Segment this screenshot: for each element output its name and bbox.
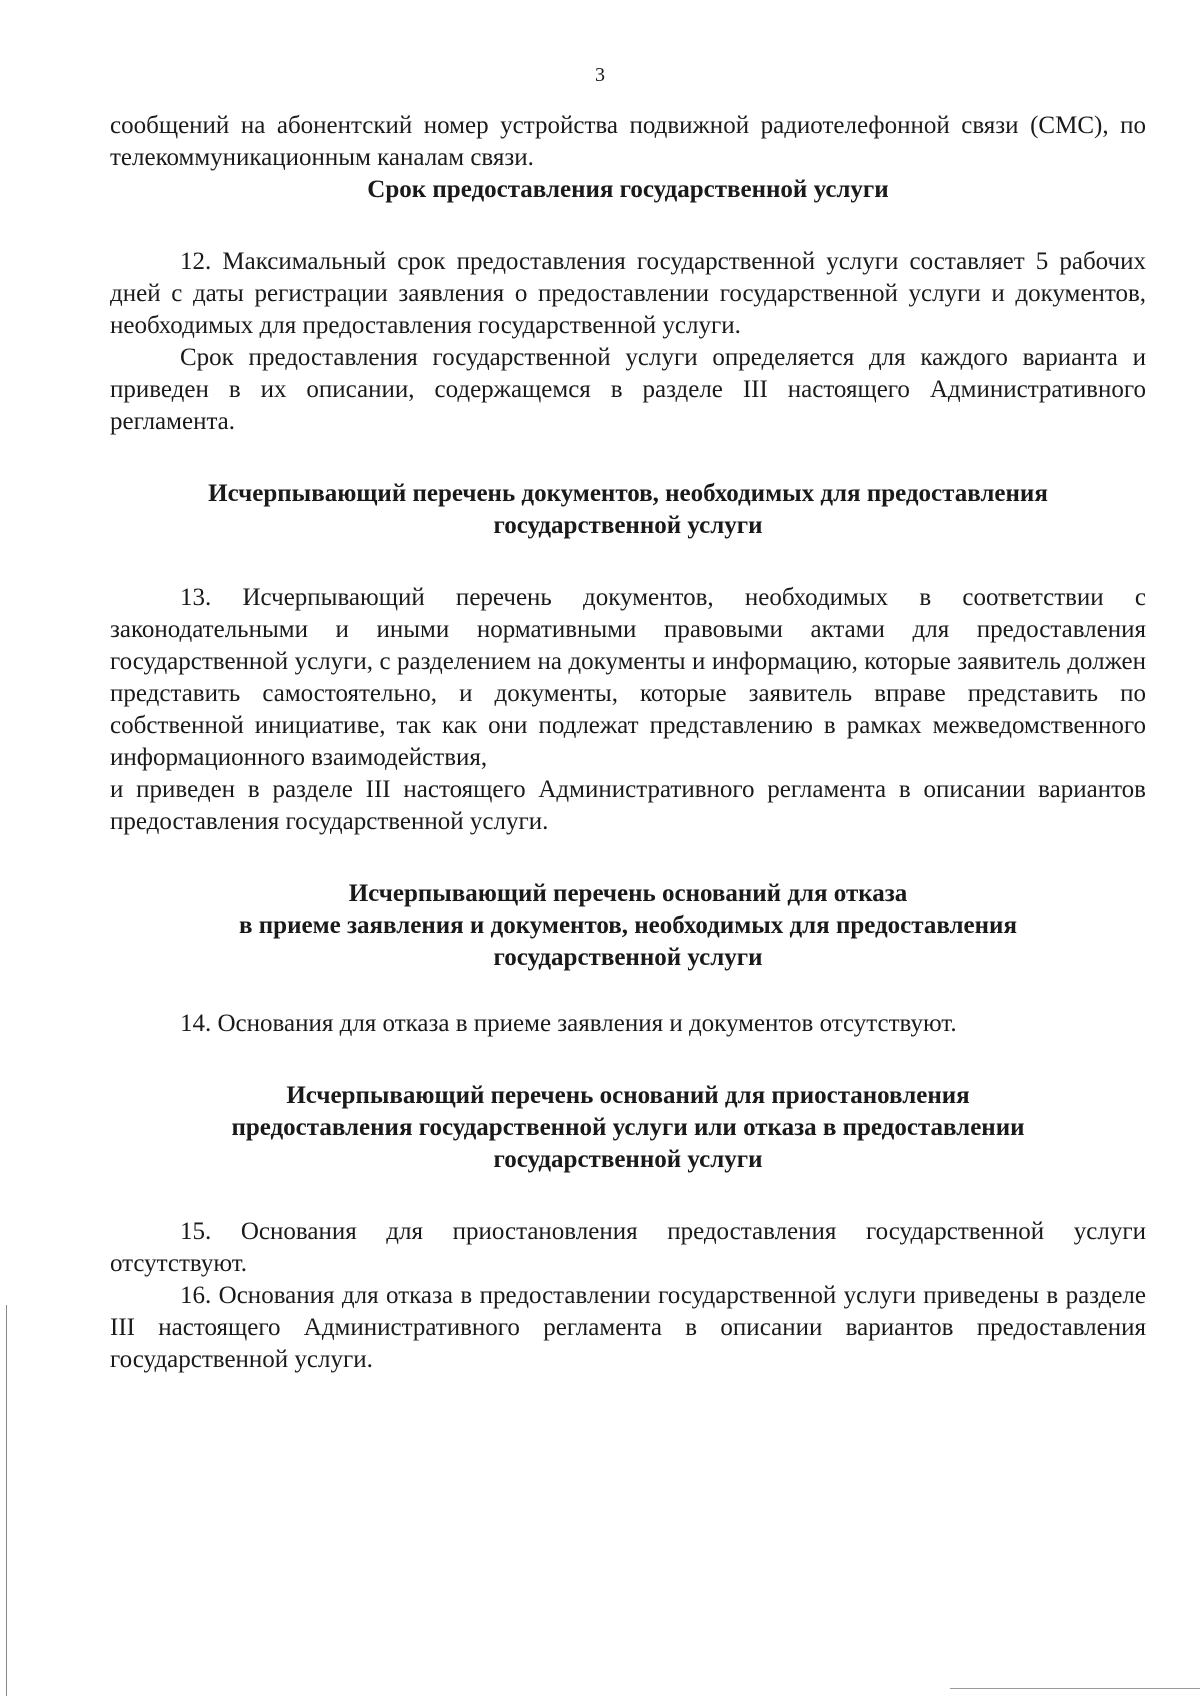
page-number: 3	[595, 64, 605, 86]
section-heading-documents	[110, 478, 1146, 542]
scan-edge-line	[950, 1688, 1200, 1689]
document-body	[110, 110, 1146, 1376]
heading-line: предоставления государственной услуги или отказа в предоставлении	[231, 1114, 1025, 1141]
section-heading-refusal-grounds	[110, 878, 1146, 974]
paragraph-13: 13. Исчерпывающий перечень документов, необходимых в соответствии с законодательными и иными нормативными правовыми актами для предоставления государственной услуги, с разделением на документы и информацию, которые заявитель должен представить самостоятельно, и документы, которые заявитель вправе представить по собственной инициативе, так как они подлежат представлению в рамках межведомственного информационного взаимодействия,	[110, 584, 1146, 771]
heading-line: государственной услуги	[493, 512, 763, 539]
heading-line: государственной услуги	[493, 944, 763, 971]
paragraph-12-term: Срок предоставления государственной услуги определяется для каждого варианта и приведен в их описании, содержащемся в разделе III настоящего Административного регламента.	[110, 344, 1146, 435]
paragraph-13-continuation: и приведен в разделе III настоящего Административного регламента в описании вариантов предоставления государственной услуги.	[110, 776, 1146, 835]
section-heading-term: Срок предоставления государственной услуги	[367, 176, 889, 203]
paragraph-15: 15. Основания для приостановления предоставления государственной услуги отсутствуют.	[110, 1218, 1146, 1277]
heading-line: Исчерпывающий перечень документов, необходимых для предоставления	[208, 480, 1048, 507]
heading-line: государственной услуги	[493, 1146, 763, 1173]
heading-line: Исчерпывающий перечень оснований для отказа	[348, 880, 908, 907]
heading-line: Исчерпывающий перечень оснований для приостановления	[286, 1082, 970, 1109]
paragraph-12: 12. Максимальный срок предоставления государственной услуги составляет 5 рабочих дней с даты регистрации заявления о предоставлении государственной услуги и документов, необходимых для предоставления государственной услуги.	[110, 248, 1146, 339]
paragraph-16: 16. Основания для отказа в предоставлении государственной услуги приведены в разделе III настоящего Административного регламента в описании вариантов предоставления государственной услуги.	[110, 1282, 1146, 1373]
section-heading-suspension-grounds	[110, 1080, 1146, 1176]
paragraph-14: 14. Основания для отказа в приеме заявления и документов отсутствуют.	[180, 1010, 957, 1037]
scan-edge-line	[6, 1305, 7, 1696]
paragraph-continuation: сообщений на абонентский номер устройства подвижной радиотелефонной связи (СМС), по телекоммуникационным каналам связи.	[110, 112, 1146, 171]
heading-line: в приеме заявления и документов, необходимых для предоставления	[239, 912, 1017, 939]
